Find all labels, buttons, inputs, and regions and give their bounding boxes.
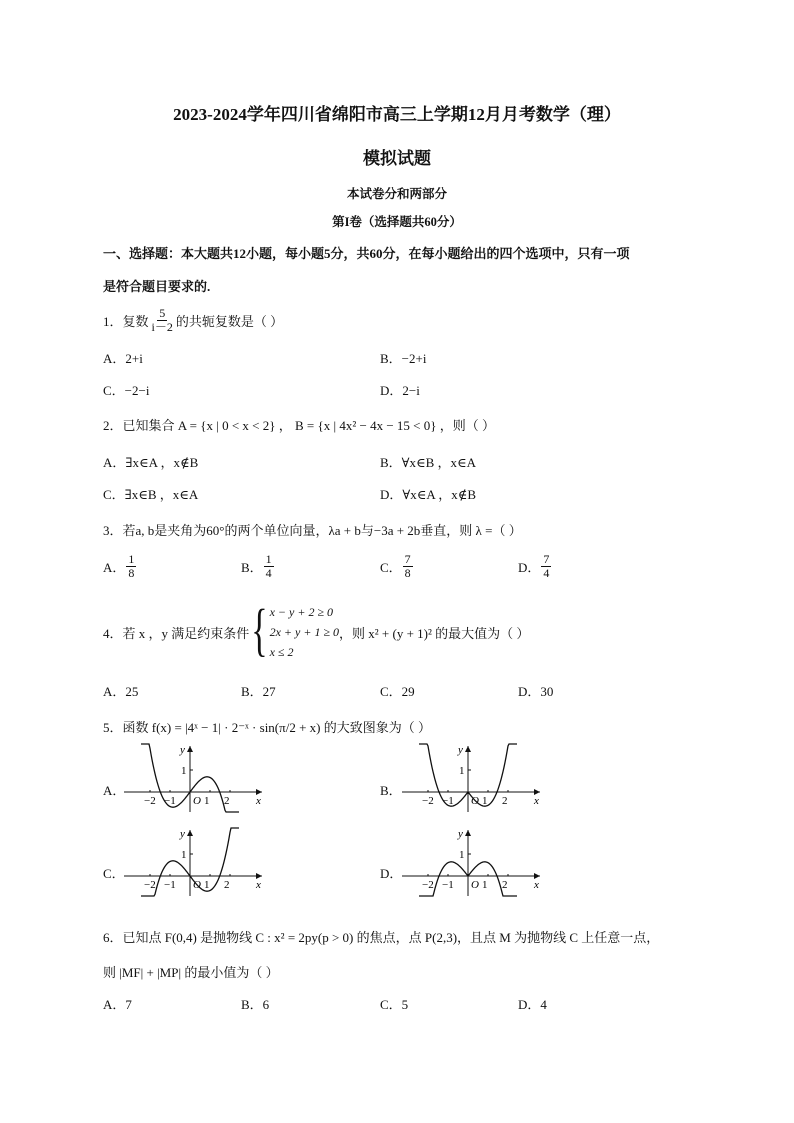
x-tick-label: 1 <box>482 795 488 807</box>
q5-option-c-label[interactable]: C． <box>103 866 125 881</box>
q1-option-c[interactable]: C．−2−i <box>103 383 150 398</box>
q5-graph-c[interactable] <box>120 826 270 898</box>
q4-option-b[interactable]: B．27 <box>241 684 276 699</box>
q1-prefix: 1．复数 <box>103 313 149 329</box>
x-axis-label: x <box>256 795 261 807</box>
x-axis-label: x <box>534 795 539 807</box>
q5-graph-d[interactable] <box>398 826 548 898</box>
q1-option-a[interactable]: A．2+i <box>103 351 143 366</box>
q3-d-num: 7 <box>543 552 550 566</box>
q5-option-a-label[interactable]: A． <box>103 783 126 798</box>
x-tick-label: 2 <box>502 795 508 807</box>
question-6-line1: 6．已知点 F(0,4) 是抛物线 C : x² = 2py(p > 0) 的焦点，点 P(2,3)，且点 M 为抛物线 C 上任意一点， <box>103 930 660 945</box>
page-title: 2023-2024学年四川省绵阳市高三上学期12月月考数学（理） <box>173 105 621 124</box>
y-axis-label: y <box>458 828 463 840</box>
origin-label: O <box>193 795 201 807</box>
y-tick-label: 1 <box>459 849 465 861</box>
question-5-stem: 5．函数 f(x) = |4ˣ − 1| · 2⁻ˣ · sin(π/2 + x) 的大致图象为（ ） <box>103 720 431 735</box>
q3-option-c[interactable] <box>380 553 414 579</box>
q3-option-d-label: D． <box>518 559 541 575</box>
y-axis-arrow <box>465 746 471 752</box>
part-heading: 第I卷（选择题共60分） <box>332 215 462 229</box>
q1-option-d[interactable]: D．2−i <box>380 383 420 398</box>
y-axis-arrow <box>187 830 193 836</box>
q3-c-num: 7 <box>404 552 411 566</box>
q4-constraint-1: x − y + 2 ≥ 0 <box>269 605 334 619</box>
q4-constraint-2: 2x + y + 1 ≥ 0 <box>269 625 340 639</box>
y-axis-arrow <box>465 830 471 836</box>
question-6-line2: 则 |MF| + |MP| 的最小值为（ ） <box>103 965 279 980</box>
q4-option-c[interactable]: C．29 <box>380 684 415 699</box>
x-tick-label: −1 <box>442 879 454 891</box>
q2-option-b[interactable]: B．∀x∈B ，x∈A <box>380 455 477 470</box>
x-tick-label: 2 <box>224 795 230 807</box>
q1-frac-num: 5 <box>159 305 166 320</box>
x-tick-label: −2 <box>144 879 156 891</box>
q2-option-a[interactable]: A．∃x∈A ，x∉B <box>103 455 199 470</box>
x-tick-label: 2 <box>224 879 230 891</box>
question-1-stem <box>103 302 283 338</box>
q3-option-c-label: C． <box>380 559 402 575</box>
q1-option-b[interactable]: B．−2+i <box>380 351 427 366</box>
q2-option-c[interactable]: C．∃x∈B ，x∈A <box>103 487 199 502</box>
y-axis-label: y <box>458 744 463 756</box>
x-axis-label: x <box>534 879 539 891</box>
q3-option-a-label: A． <box>103 559 126 575</box>
q2-option-d[interactable]: D．∀x∈A ，x∉B <box>380 487 477 502</box>
y-tick-label: 1 <box>181 849 187 861</box>
q3-option-b[interactable] <box>241 553 275 579</box>
q3-option-d[interactable] <box>518 553 552 579</box>
q5-option-b-label[interactable]: B． <box>380 783 402 798</box>
x-tick-label: 1 <box>204 795 210 807</box>
section-instruction-line1: 一、选择题：本大题共12小题，每小题5分，共60分，在每小题给出的四个选项中，只有一项 <box>103 246 630 261</box>
q4-constraint-3: x ≤ 2 <box>269 645 294 659</box>
x-tick-label: −1 <box>164 795 176 807</box>
x-tick-label: −2 <box>144 795 156 807</box>
q3-option-b-label: B． <box>241 559 263 575</box>
page-title-line2: 模拟试题 <box>363 149 431 168</box>
q3-b-den: 4 <box>265 565 272 580</box>
q6-option-c[interactable]: C．5 <box>380 997 409 1012</box>
q5-graph-b[interactable] <box>398 742 548 814</box>
q5-option-d-label[interactable]: D． <box>380 866 403 881</box>
q6-option-d[interactable]: D．4 <box>518 997 547 1012</box>
q4-option-d[interactable]: D．30 <box>518 684 554 699</box>
y-axis-label: y <box>180 828 185 840</box>
x-tick-label: 1 <box>204 879 210 891</box>
x-tick-label: 2 <box>502 879 508 891</box>
q4-prefix: 4．若 x ，y 满足约束条件 <box>103 625 250 641</box>
question-4-stem <box>103 599 530 663</box>
x-tick-label: −1 <box>442 795 454 807</box>
q3-b-num: 1 <box>265 552 272 566</box>
q4-brace: { <box>251 599 268 663</box>
origin-label: O <box>471 795 479 807</box>
question-3-stem: 3．若a, b是夹角为60°的两个单位向量，λa + b与−3a + 2b垂直，则 λ =（ ） <box>103 523 522 538</box>
q1-fraction <box>150 307 175 333</box>
q4-option-a[interactable]: A．25 <box>103 684 139 699</box>
origin-label: O <box>471 879 479 891</box>
origin-label: O <box>193 879 201 891</box>
q3-d-den: 4 <box>543 565 550 580</box>
y-tick-label: 1 <box>181 765 187 777</box>
x-tick-label: −2 <box>422 879 434 891</box>
q3-c-den: 8 <box>404 565 411 580</box>
q4-constraints <box>270 602 339 662</box>
x-tick-label: 1 <box>482 879 488 891</box>
y-tick-label: 1 <box>459 765 465 777</box>
q3-option-a[interactable] <box>103 553 137 579</box>
q5-graph-a[interactable] <box>120 742 270 814</box>
x-tick-label: −2 <box>422 795 434 807</box>
q3-a-num: 1 <box>128 552 135 566</box>
x-tick-label: −1 <box>164 879 176 891</box>
question-2-stem: 2．已知集合 A = {x | 0 < x < 2} ， B = {x | 4x² − 4x − 15 < 0} ，则（ ） <box>103 418 495 433</box>
q1-frac-den: i－2 <box>151 319 173 334</box>
q4-suffix: ，则 x² + (y + 1)² 的最大值为（ ） <box>339 625 530 641</box>
y-axis-label: y <box>180 744 185 756</box>
x-axis-label: x <box>256 879 261 891</box>
q1-suffix: 的共轭复数是（ ） <box>175 313 284 329</box>
q3-a-den: 8 <box>128 565 135 580</box>
q6-option-b[interactable]: B．6 <box>241 997 270 1012</box>
subtitle: 本试卷分和两部分 <box>346 187 447 201</box>
y-axis-arrow <box>187 746 193 752</box>
section-instruction-line2: 是符合题目要求的. <box>103 279 211 294</box>
q6-option-a[interactable]: A．7 <box>103 997 132 1012</box>
